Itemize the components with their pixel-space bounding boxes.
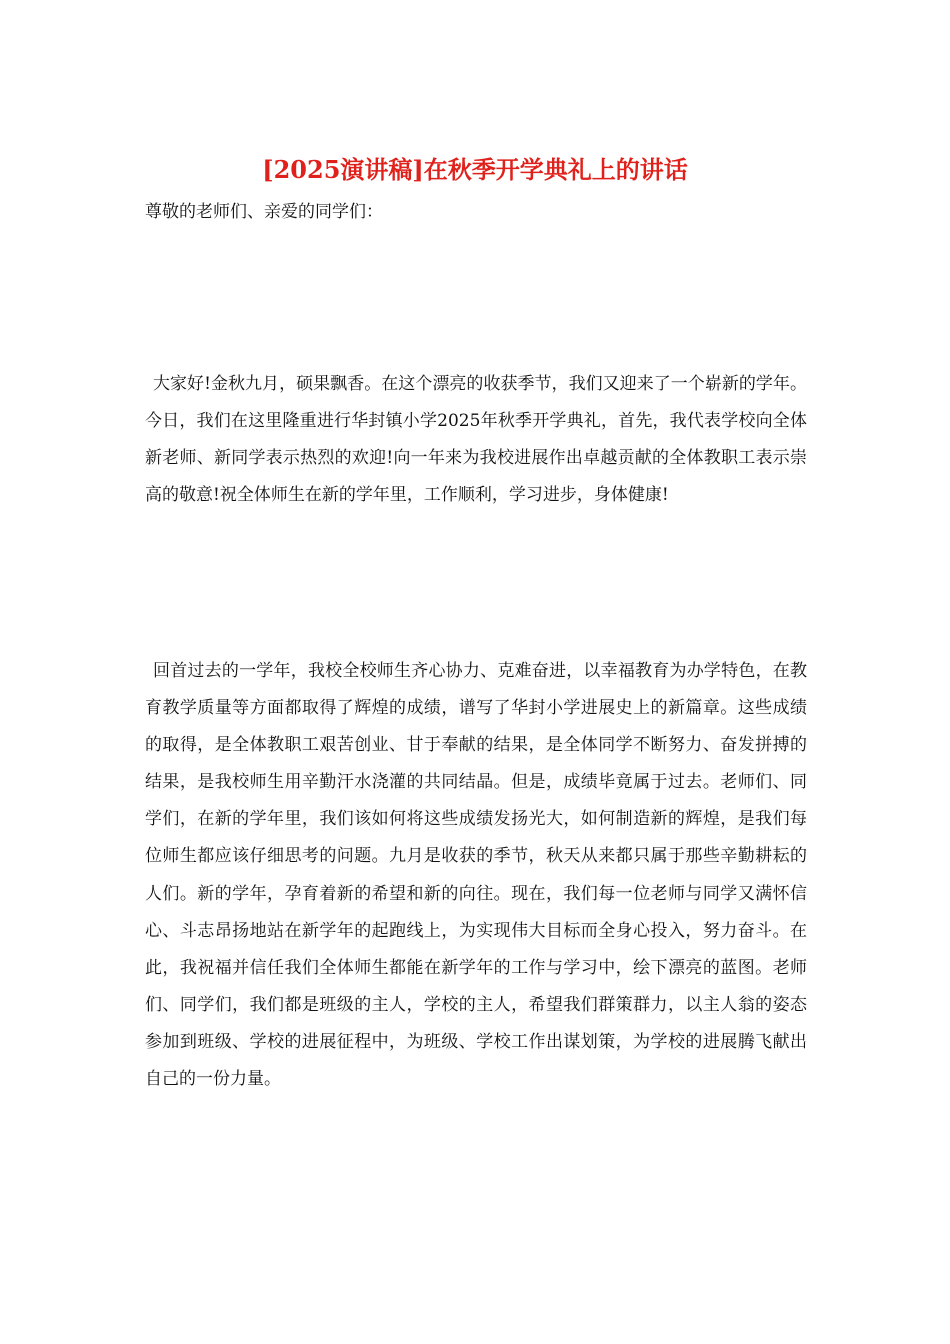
paragraph-review: 回首过去的一学年，我校全校师生齐心协力、克难奋进，以幸福教育为办学特色，在教育教学质量等方面都取得了辉煌的成绩，谱写了华封小学进展史上的新篇章。这些成绩的取得，是全体教职工艰苦创业、甘于奉献的结果，是全体同学不断努力、奋发拼搏的结果，是我校师生用辛勤汗水浇灌的共同结晶。但是，成绩毕竟属于过去。老师们、同学们，在新的学年里，我们该如何将这些成绩发扬光大，如何制造新的辉煌，是我们每位师生都应该仔细思考的问题。九月是收获的季节，秋天从来都只属于那些辛勤耕耘的人们。新的学年，孕育着新的希望和新的向往。现在，我们每一位老师与同学又满怀信心、斗志昂扬地站在新学年的起跑线上，为实现伟大目标而全身心投入，努力奋斗。在此，我祝福并信任我们全体师生都能在新学年的工作与学习中，绘下漂亮的蓝图。老师们、同学们，我们都是班级的主人，学校的主人，希望我们群策群力，以主人翁的姿态参加到班级、学校的进展征程中，为班级、学校工作出谋划策，为学校的进展腾飞献出自己的一份力量。 — [145, 661, 807, 1090]
salutation: 尊敬的老师们、亲爱的同学们： — [145, 202, 383, 222]
document-title: [2025演讲稿]在秋季开学典礼上的讲话 — [262, 155, 688, 184]
paragraph-greeting: 大家好!金秋九月，硕果飘香。在这个漂亮的收获季节，我们又迎来了一个崭新的学年。今日，我们在这里隆重进行华封镇小学2025年秋季开学典礼，首先，我代表学校向全体新老师、新同学表示热烈的欢迎!向一年来为我校进展作出卓越贡献的全体教职工表示崇高的敬意!祝全体师生在新的学年里，工作顺利，学习进步，身体健康! — [145, 374, 807, 506]
